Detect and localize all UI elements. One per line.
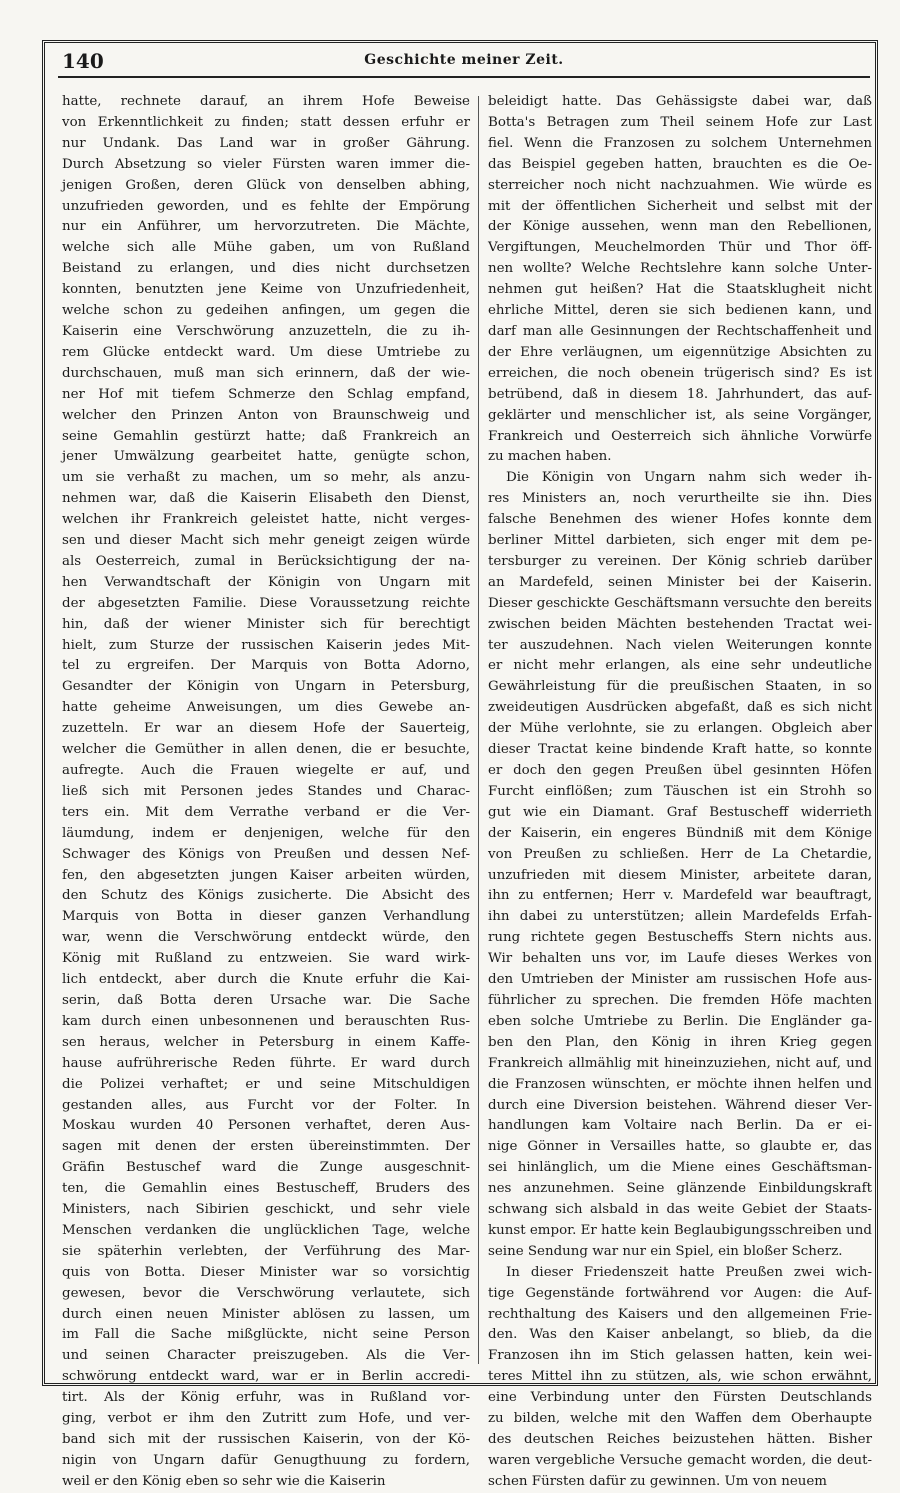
page-header: [58, 48, 870, 78]
text-line: nehmen gut heißen? Hat die Staatsklugheit nicht: [488, 282, 872, 298]
text-line: war, wenn die Verschwörung entdeckt würde, den: [62, 930, 470, 946]
text-line: erreichen, die noch obenein trügerisch sind? Es ist: [488, 365, 872, 381]
text-line: hin, daß der wiener Minister sich für berechtigt: [62, 616, 470, 632]
text-line: fen, den abgesetzten jungen Kaiser arbeiten würden,: [62, 867, 470, 883]
text-line: als Oesterreich, zumal in Berücksichtigung der na-: [62, 553, 470, 569]
text-line: Dieser geschickte Geschäftsmann versuchte den bereits: [488, 595, 872, 611]
text-line: welcher den Prinzen Anton von Braunschweig und: [62, 407, 470, 423]
text-line: nehmen war, daß die Kaiserin Elisabeth den Dienst,: [62, 491, 470, 507]
text-line: Vergiftungen, Meuchelmorden Thür und Thor öff-: [488, 240, 872, 256]
text-line: die Franzosen wünschten, er möchte ihnen helfen und: [488, 1076, 872, 1092]
text-line: läumdung, indem er denjenigen, welche für den: [62, 825, 470, 841]
text-line: Marquis von Botta in dieser ganzen Verhandlung: [62, 909, 470, 925]
text-line: die Polizei verhaftet; er und seine Mitschuldigen: [62, 1076, 470, 1092]
text-line: durch eine Diversion beistehen. Während dieser Ver-: [488, 1097, 872, 1113]
text-line: Gewährleistung für die preußischen Staaten, in so: [488, 679, 872, 695]
text-line: nes anzunehmen. Seine glänzende Einbildungskraft: [488, 1181, 872, 1197]
text-line: führlicher zu sprechen. Die fremden Höfe machten: [488, 992, 872, 1008]
text-line: eben solche Umtriebe zu Berlin. Die Engländer ga-: [488, 1013, 872, 1029]
text-line: sen und dieser Macht sich mehr geneigt zeigen würde: [62, 533, 470, 549]
left-text-column: [62, 92, 470, 1489]
text-line: den Schutz des Königs zusicherte. Die Absicht des: [62, 888, 470, 904]
text-line: ihn dabei zu unterstützen; allein Mardefelds Erfah-: [488, 909, 872, 925]
text-line: hatte geheime Anweisungen, um dies Gewebe an-: [62, 700, 470, 716]
text-line: der Könige aussehen, wenn man den Rebellionen,: [488, 219, 872, 235]
page-number: 140: [62, 49, 104, 73]
text-line: Frankreich und Oesterreich sich ähnliche Vorwürfe: [488, 428, 872, 444]
text-line: schwang sich alsbald in das weite Gebiet der Staats-: [488, 1202, 872, 1218]
text-line: Ministers, nach Sibirien geschickt, und sehr viele: [62, 1202, 470, 1218]
text-line: berliner Mittel darbieten, sich enger mit dem pe-: [488, 533, 872, 549]
text-line: zweideutigen Ausdrücken abgefaßt, daß es sich nicht: [488, 700, 872, 716]
text-line: rung richtete gegen Bestuscheffs Stern nichts aus.: [488, 930, 872, 946]
text-line: betrübend, daß in diesem 18. Jahrhundert, das auf-: [488, 386, 872, 402]
text-line: König mit Rußland zu entzweien. Sie ward wirk-: [62, 951, 470, 967]
text-line: sie späterhin verlebten, der Verführung des Mar-: [62, 1243, 470, 1259]
text-line: welcher die Gemüther in allen denen, die er besuchte,: [62, 742, 470, 758]
text-line: Botta's Betragen zum Theil seinem Hofe zur Last: [488, 114, 872, 130]
text-line: Die Königin von Ungarn nahm sich weder ih-: [506, 470, 872, 486]
text-line: er nicht mehr erlangen, als eine sehr undeutliche: [488, 658, 872, 674]
text-line: rechthaltung des Kaisers und den allgemeinen Frie-: [488, 1306, 872, 1322]
text-line: tige Gegenstände fortwährend vor Augen: die Auf-: [488, 1285, 872, 1301]
text-line: Wir behalten uns vor, im Laufe dieses Werkes von: [488, 951, 872, 967]
text-line: zu machen haben.: [488, 449, 612, 465]
text-line: von Erkenntlichkeit zu finden; statt dessen erfuhr er: [62, 114, 470, 130]
text-line: seine Sendung war nur ein Spiel, ein bloßer Scherz.: [488, 1243, 843, 1259]
text-line: gewesen, bevor die Verschwörung verlautete, sich: [62, 1285, 470, 1301]
text-line: Gesandter der Königin von Ungarn in Petersburg,: [62, 679, 470, 695]
text-line: Frankreich allmählig mit hineinzuziehen, nicht auf, und: [488, 1055, 872, 1071]
text-line: eine Verbindung unter den Fürsten Deutschlands: [488, 1390, 872, 1406]
right-text-column: [488, 92, 872, 1489]
text-line: hause aufrührerische Reden führte. Er ward durch: [62, 1055, 470, 1071]
text-line: zuzetteln. Er war an diesem Hofe der Sauerteig,: [62, 721, 470, 737]
text-line: den Umtrieben der Minister am russischen Hofe aus-: [488, 972, 872, 988]
text-line: im Fall die Sache mißglückte, nicht seine Person: [62, 1327, 470, 1343]
text-line: ließ sich mit Personen jedes Standes und Charac-: [62, 783, 470, 799]
text-line: welchen ihr Frankreich geleistet hatte, nicht verges-: [62, 512, 470, 528]
text-line: kam durch einen unbesonnenen und berauschten Rus-: [62, 1013, 470, 1029]
text-line: er doch den gegen Preußen übel gesinnten Höfen: [488, 763, 872, 778]
text-line: hielt, zum Sturze der russischen Kaiserin jedes Mit-: [62, 637, 470, 653]
text-line: unzufrieden geworden, und es fehlte der Empörung: [62, 198, 470, 214]
text-line: des deutschen Reiches beizustehen hätten. Bisher: [488, 1432, 872, 1447]
text-line: darf man alle Gesinnungen der Rechtschaffenheit und: [488, 323, 872, 339]
text-line: teres Mittel ihn zu stützen, als, wie schon erwähnt,: [488, 1369, 872, 1385]
text-line: ihn zu entfernen; Herr v. Mardefeld war beauftragt,: [488, 888, 872, 904]
text-line: tirt. Als der König erfuhr, was in Rußland vor-: [62, 1390, 470, 1406]
text-line: durchschauen, muß man sich erinnern, daß der wie-: [62, 365, 470, 381]
text-line: seine Gemahlin gestürzt hatte; daß Frankreich an: [62, 428, 470, 444]
text-line: nen wollte? Welche Rechtslehre kann solche Unter-: [488, 261, 872, 277]
text-line: ehrliche Mittel, deren sie sich bedienen kann, und: [488, 303, 872, 319]
text-line: Schwager des Königs von Preußen und dessen Nef-: [62, 846, 470, 862]
text-line: Durch Absetzung so vieler Fürsten waren immer die-: [62, 156, 470, 172]
text-line: zu bilden, welche mit den Waffen dem Oberhaupte: [488, 1411, 872, 1427]
text-line: sen heraus, welcher in Petersburg in einem Kaffe-: [62, 1034, 470, 1050]
text-line: nur Undank. Das Land war in großer Gährung.: [62, 135, 470, 151]
text-line: Moskau wurden 40 Personen verhaftet, deren Aus-: [62, 1118, 470, 1134]
text-line: Furcht einflößen; zum Täuschen ist ein Strohh so: [488, 783, 872, 799]
text-line: hen Verwandtschaft der Königin von Ungarn mit: [62, 574, 470, 590]
text-line: das Beispiel gegeben hatten, brauchten es die Oe-: [488, 156, 872, 172]
text-line: ner Hof mit tiefem Schmerze den Schlag empfand,: [62, 386, 470, 402]
text-line: an Mardefeld, seinen Minister bei der Kaiserin.: [488, 574, 872, 590]
text-line: sagen mit denen der ersten übereinstimmten. Der: [62, 1139, 470, 1155]
text-line: band sich mit der russischen Kaiserin, von der Kö-: [62, 1432, 470, 1447]
text-line: quis von Botta. Dieser Minister war so vorsichtig: [62, 1264, 470, 1280]
text-line: der Ehre verläugnen, um eigennützige Absichten zu: [488, 344, 872, 360]
text-line: ten, die Gemahlin eines Bestuscheff, Bruders des: [62, 1181, 470, 1197]
text-line: der Kaiserin, ein engeres Bündniß mit dem Könige: [488, 825, 872, 841]
text-line: den. Was den Kaiser anbelangt, so blieb, da die: [488, 1327, 872, 1343]
text-line: Franzosen ihn im Stich gelassen hatten, kein wei-: [488, 1348, 872, 1364]
text-line: jener Umwälzung gearbeitet hatte, genügte schon,: [62, 449, 470, 465]
text-line: res Ministers an, noch verurtheilte sie ihn. Dies: [488, 491, 872, 507]
text-line: gestanden alles, aus Furcht vor der Folter. In: [62, 1097, 470, 1113]
text-line: jenigen Großen, deren Glück von denselben abhing,: [62, 177, 470, 193]
text-line: der Mühe verlohnte, sie zu erlangen. Obgleich aber: [488, 721, 872, 737]
text-line: Beistand zu erlangen, und dies nicht durchsetzen: [62, 261, 470, 277]
text-line: schen Fürsten dafür zu gewinnen. Um von neuem: [488, 1473, 827, 1489]
text-line: ging, verbot er ihm den Zutritt zum Hofe, und ver-: [62, 1411, 470, 1427]
text-line: ben den Plan, den König in ihren Krieg gegen: [488, 1034, 872, 1050]
text-line: nur ein Anführer, um hervorzutreten. Die Mächte,: [62, 219, 470, 235]
text-line: hatte, rechnete darauf, an ihrem Hofe Beweise: [62, 94, 470, 109]
text-line: dieser Tractat keine bindende Kraft hatte, so konnte: [488, 742, 872, 758]
text-line: zwischen beiden Mächten bestehenden Tractat wei-: [488, 616, 872, 632]
text-line: tersburger zu vereinen. Der König schrieb darüber: [488, 553, 872, 569]
text-line: waren vergebliche Versuche gemacht worden, die deut-: [488, 1452, 872, 1468]
column-divider: [478, 96, 479, 1364]
text-line: fiel. Wenn die Franzosen zu solchem Unternehmen: [488, 135, 872, 151]
text-line: geklärter und menschlicher ist, als seine Vorgänger,: [488, 407, 872, 423]
text-line: um sie verhaßt zu machen, um so mehr, als anzu-: [62, 470, 470, 486]
text-line: von Preußen zu schließen. Herr de La Chetardie,: [488, 846, 872, 862]
text-line: unzufrieden mit diesem Minister, arbeitete daran,: [488, 867, 872, 883]
text-line: konnten, benutzten jene Keime von Unzufriedenheit,: [62, 282, 470, 298]
text-line: ters ein. Mit dem Verrathe verband er die Ver-: [62, 804, 470, 820]
running-head: Geschichte meiner Zeit.: [364, 52, 564, 68]
text-line: rem Glücke entdeckt ward. Um diese Umtriebe zu: [62, 344, 470, 360]
text-line: sterreicher noch nicht nachzuahmen. Wie würde es: [488, 177, 872, 193]
text-line: nigin von Ungarn dafür Genugthuung zu fordern,: [62, 1452, 470, 1468]
text-line: ter auszudehnen. Nach vielen Weiterungen konnte: [488, 637, 872, 653]
text-line: tel zu ergreifen. Der Marquis von Botta Adorno,: [62, 658, 470, 674]
text-line: welche schon zu gedeihen anfingen, um gegen die: [62, 303, 470, 319]
text-line: Kaiserin eine Verschwörung anzuzetteln, die zu ih-: [62, 323, 470, 339]
text-line: der abgesetzten Familie. Diese Voraussetzung reichte: [62, 595, 470, 611]
text-line: In dieser Friedenszeit hatte Preußen zwei wich-: [506, 1264, 872, 1280]
text-line: durch einen neuen Minister ablösen zu lassen, um: [62, 1306, 470, 1322]
text-line: welche sich alle Mühe gaben, um von Rußland: [62, 240, 470, 256]
text-line: aufregte. Auch die Frauen wiegelte er auf, und: [62, 763, 470, 778]
text-line: serin, daß Botta deren Ursache war. Die Sache: [62, 992, 470, 1008]
text-line: nige Gönner in Versailles hatte, so glaubte er, das: [488, 1139, 872, 1155]
text-line: Gräfin Bestuschef ward die Zunge ausgeschnit-: [62, 1160, 470, 1176]
text-line: weil er den König eben so sehr wie die Kaiserin: [62, 1473, 386, 1489]
text-line: Menschen verdanken die unglücklichen Tage, welche: [62, 1222, 470, 1238]
text-line: handlungen kam Voltaire nach Berlin. Da er ei-: [488, 1118, 872, 1134]
text-line: gut wie ein Diamant. Graf Bestuscheff widerrieth: [488, 804, 872, 820]
text-line: und seinen Character preiszugeben. Als die Ver-: [62, 1348, 470, 1364]
text-line: kunst empor. Er hatte kein Beglaubigungsschreiben und: [488, 1222, 872, 1238]
text-line: schwörung entdeckt ward, war er in Berlin accredi-: [62, 1369, 470, 1385]
text-line: sei hinlänglich, um die Miene eines Geschäftsman-: [488, 1160, 872, 1176]
text-line: falsche Benehmen des wiener Hofes konnte dem: [488, 512, 872, 528]
text-line: lich entdeckt, aber durch die Knute erfuhr die Kai-: [62, 972, 470, 988]
text-line: mit der öffentlichen Sicherheit und selbst mit der: [488, 198, 872, 214]
text-line: beleidigt hatte. Das Gehässigste dabei war, daß: [488, 94, 872, 109]
